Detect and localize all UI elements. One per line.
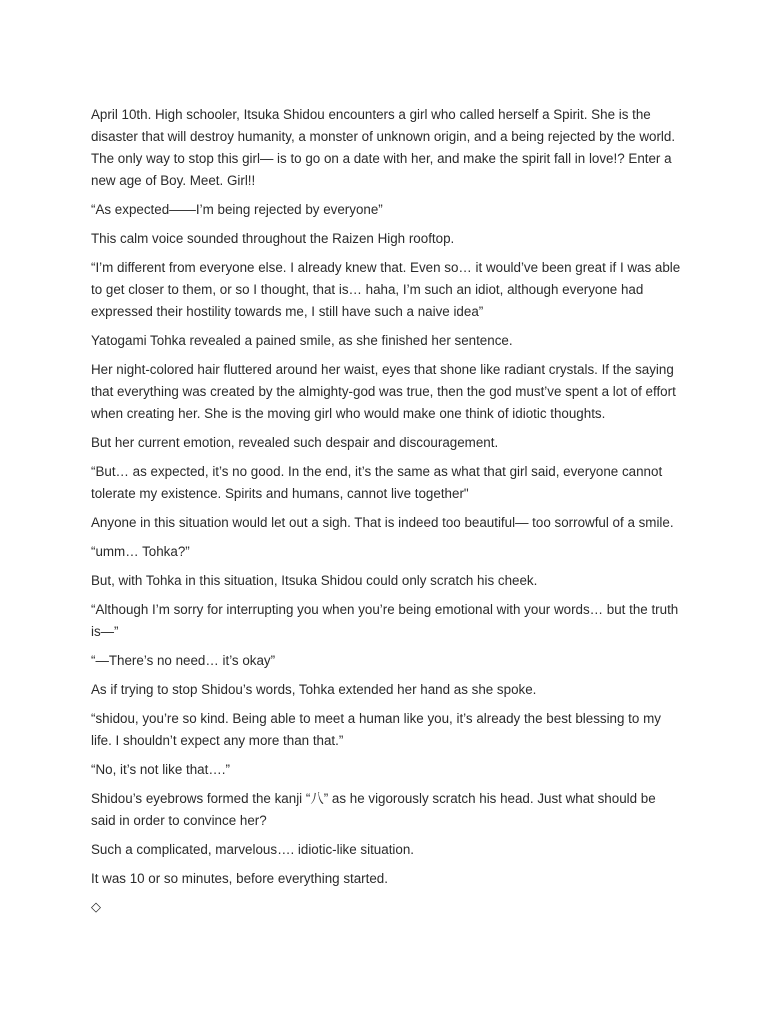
paragraph-narration: This calm voice sounded throughout the Raizen High rooftop. xyxy=(91,231,455,246)
scene-break-diamond-icon: ◇ xyxy=(91,900,101,915)
paragraph-narration: Her night-colored hair fluttered around her waist, eyes that shone like radiant crystals. If the saying that everything was created by the almighty-god was true, then the god must’ve spent a lot of effort when creating her. She is the moving girl who would make one think of idiotic thoughts. xyxy=(91,362,676,421)
paragraph-narration: But her current emotion, revealed such despair and discouragement. xyxy=(91,435,499,450)
paragraph-narration: It was 10 or so minutes, before everything started. xyxy=(91,871,388,886)
paragraph-dialogue: “shidou, you’re so kind. Being able to meet a human like you, it’s already the best blessing to my life. I shouldn’t expect any more than that.” xyxy=(91,711,661,748)
paragraph-narration: But, with Tohka in this situation, Itsuka Shidou could only scratch his cheek. xyxy=(91,573,538,588)
paragraph-dialogue: “No, it’s not like that….” xyxy=(91,762,230,777)
paragraph-narration: Shidou’s eyebrows formed the kanji “八” as he vigorously scratch his head. Just what should be said in order to convince her? xyxy=(91,791,656,828)
paragraph-narration: As if trying to stop Shidou’s words, Tohka extended her hand as she spoke. xyxy=(91,682,537,697)
paragraph-dialogue: “As expected——I’m being rejected by everyone” xyxy=(91,202,383,217)
paragraph-narration: Yatogami Tohka revealed a pained smile, as she finished her sentence. xyxy=(91,333,513,348)
paragraph-narration: Such a complicated, marvelous…. idiotic-like situation. xyxy=(91,842,415,857)
paragraph-narration: Anyone in this situation would let out a sigh. That is indeed too beautiful— too sorrowful of a smile. xyxy=(91,515,674,530)
paragraph-dialogue: “But… as expected, it’s no good. In the end, it’s the same as what that girl said, everyone cannot tolerate my existence. Spirits and humans, cannot live together" xyxy=(91,464,663,501)
paragraph-dialogue: “—There’s no need… it’s okay” xyxy=(91,653,276,668)
document-page xyxy=(91,104,681,919)
paragraph-dialogue: “Although I’m sorry for interrupting you when you’re being emotional with your words… but the truth is—” xyxy=(91,602,679,639)
paragraph-synopsis: April 10th. High schooler, Itsuka Shidou encounters a girl who called herself a Spirit. She is the disaster that will destroy humanity, a monster of unknown origin, and a being rejected by the world. The only way to stop this girl— is to go on a date with her, and make the spirit fall in love!? Enter a new age of Boy. Meet. Girl!! xyxy=(91,107,676,188)
paragraph-dialogue: “I’m different from everyone else. I already knew that. Even so… it would’ve been great if I was able to get closer to them, or so I thought, that is… haha, I’m such an idiot, although everyone had expressed their hostility towards me, I still have such a naive idea” xyxy=(91,260,681,319)
paragraph-dialogue: “umm… Tohka?” xyxy=(91,544,190,559)
